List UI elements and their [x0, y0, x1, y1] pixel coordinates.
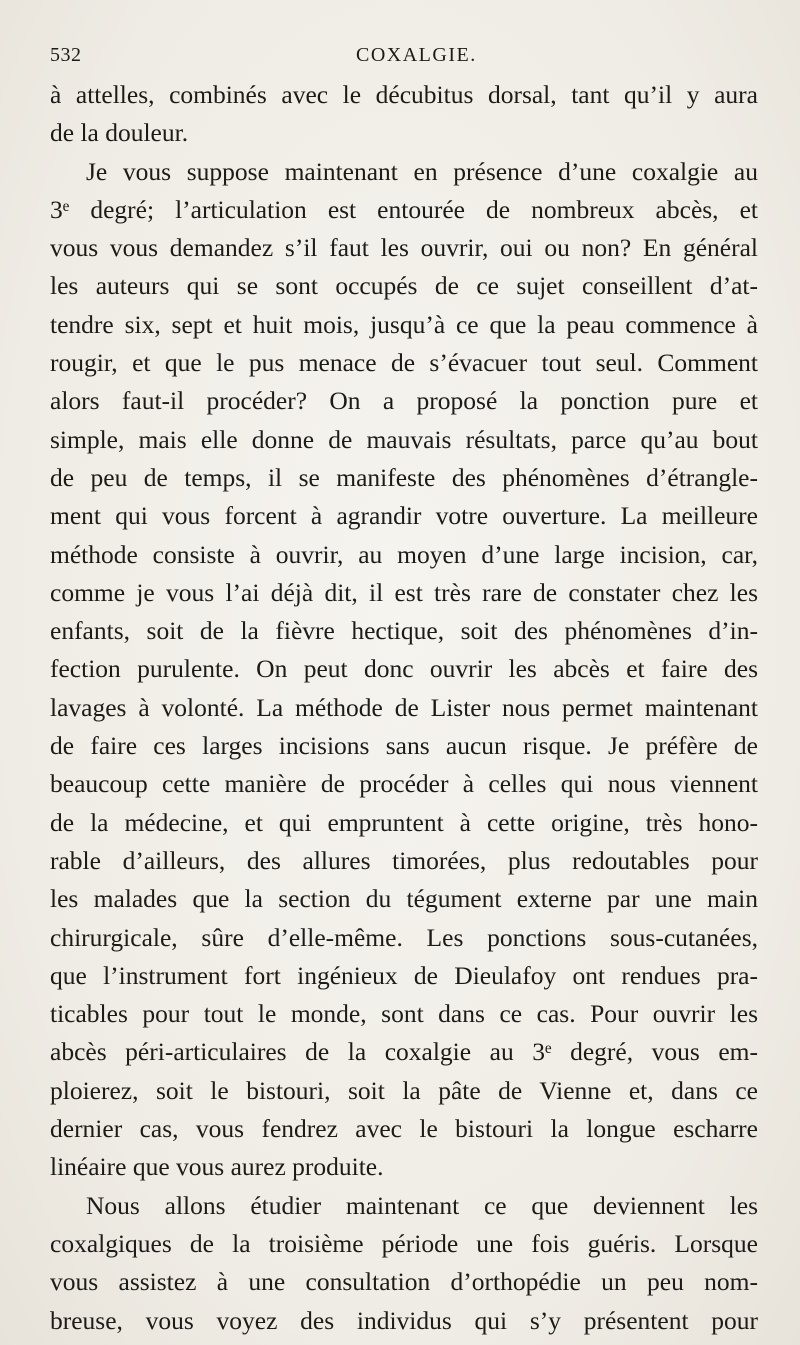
text-line: chirurgicale, sûre d’elle-même. Les ponctions sous-cutanées, — [50, 922, 758, 952]
text-line: que l’instrument fort ingénieux de Dieulafoy ont rendues pra- — [50, 960, 758, 990]
text-line: à attelles, combinés avec le décubitus dorsal, tant qu’il y aura — [50, 80, 758, 109]
running-title: COXALGIE. — [356, 44, 477, 66]
text-line: breuse, vous voyez des individus qui s’y présentent pour — [50, 1305, 758, 1335]
text-line: de peu de temps, il se manifeste des phénomènes d’étrangle- — [50, 462, 758, 492]
text-line: méthode consiste à ouvrir, au moyen d’une large incision, car, — [50, 539, 758, 569]
text-line: comme je vous l’ai déjà dit, il est très rare de constater chez les — [50, 577, 758, 607]
text-line: de faire ces larges incisions sans aucun risque. Je préfère de — [50, 731, 758, 761]
text-line: ment qui vous forcent à agrandir votre ouverture. La meilleure — [50, 501, 758, 531]
text-line: enfants, soit de la fièvre hectique, soit des phénomènes d’in- — [50, 616, 758, 646]
text-line: ploierez, soit le bistouri, soit la pâte de Vienne et, dans ce — [50, 1075, 758, 1105]
text-line: vous vous demandez s’il faut les ouvrir, oui ou non? En général — [50, 233, 758, 263]
text-line: de la médecine, et qui empruntent à cette origine, très hono- — [50, 807, 758, 837]
text-line: lavages à volonté. La méthode de Lister nous permet maintenant — [50, 692, 758, 722]
text-line: beaucoup cette manière de procéder à celles qui nous viennent — [50, 769, 758, 799]
text-line: ticables pour tout le monde, sont dans ce cas. Pour ouvrir les — [50, 999, 758, 1029]
text-line: vous assistez à une consultation d’orthopédie un peu nom- — [50, 1267, 758, 1297]
text-line: abcès péri-articulaires de la coxalgie au 3ᵉ degré, vous em- — [50, 1037, 758, 1067]
text-line: dernier cas, vous fendrez avec le bistouri la longue escharre — [50, 1114, 758, 1144]
text-line: de la douleur. — [50, 118, 189, 148]
text-line: rable d’ailleurs, des allures timorées, plus redoutables pour — [50, 845, 758, 875]
page-number: 532 — [50, 44, 82, 66]
text-line: coxalgiques de la troisième période une fois guéris. Lorsque — [50, 1228, 758, 1258]
text-line: fection purulente. On peut donc ouvrir les abcès et faire des — [50, 654, 758, 684]
text-line: linéaire que vous aurez produite. — [50, 1152, 384, 1182]
text-line: rougir, et que le pus menace de s’évacuer tout seul. Comment — [50, 348, 758, 378]
body-text — [50, 76, 758, 1340]
text-line: les malades que la section du tégument externe par une main — [50, 884, 758, 914]
text-line: Nous allons étudier maintenant ce que deviennent les — [86, 1190, 758, 1220]
text-line: Je vous suppose maintenant en présence d’une coxalgie au — [86, 156, 758, 186]
text-line: alors faut-il procéder? On a proposé la ponction pure et — [50, 386, 758, 416]
text-line: les auteurs qui se sont occupés de ce sujet conseillent d’at- — [50, 271, 758, 301]
text-line: 3ᵉ degré; l’articulation est entourée de nombreux abcès, et — [50, 194, 758, 224]
running-head — [50, 40, 760, 70]
text-line: tendre six, sept et huit mois, jusqu’à ce que la peau commence à — [50, 309, 758, 339]
text-line: simple, mais elle donne de mauvais résultats, parce qu’au bout — [50, 424, 758, 454]
